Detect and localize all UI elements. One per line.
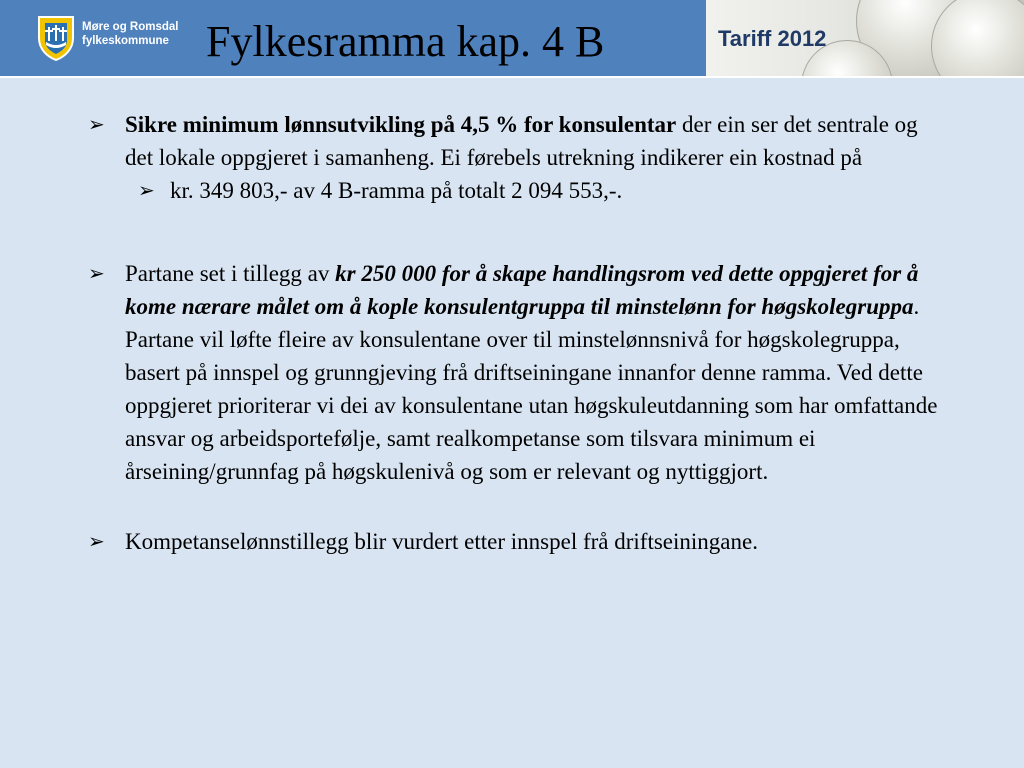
logo-line2: fylkeskommune [82, 35, 169, 47]
bullet-3 [88, 525, 948, 558]
slide-body [88, 108, 948, 558]
logo-line1: Møre og Romsdal [82, 21, 179, 33]
tariff-banner [706, 0, 1024, 76]
bullet-2-text: . Partane vil løfte fleire av konsulentane over til minstelønnsnivå for høgskolegruppa, basert på innspel og grunngjeving frå driftseiningane innanfor denne ramma. Ved dette oppgjeret prioriterar vi dei av konsulentane utan høgskuleutdanning som har omfattande ansvar og arbeidsportefølje, samt realkompetanse som tilsvara minimum ei årseining/grunnfag på høgskulenivå og som er relevant og nyttiggjort. [125, 294, 938, 484]
bullet-2-pre: Partane set i tillegg av [125, 261, 336, 286]
arrow-bullet-icon: ➢ [88, 529, 105, 553]
county-logo [36, 14, 196, 62]
bullet-1-text: der ein ser det sentrale og det lokale oppgjeret i samanheng. Ei førebels utrekning indikerer ein kostnad på [125, 112, 918, 170]
sub-bullet-1-text: kr. 349 803,- av 4 B-ramma på totalt 2 094 553,-. [170, 178, 623, 203]
slide-header [0, 0, 1024, 78]
bullet-2-bold-italic: kr 250 000 for å skape handlingsrom ved dette oppgjeret for å kome nærare målet om å kople konsulentgruppa til minstelønn for høgskolegruppa [125, 261, 919, 319]
sub-bullet-1 [88, 174, 948, 207]
shield-icon [36, 14, 76, 62]
coin-image-2 [931, 0, 1024, 76]
bullet-1 [88, 108, 948, 174]
bullet-1-bold: Sikre minimum lønnsutvikling på 4,5 % for konsulentar [125, 112, 677, 137]
banner-title: Tariff 2012 [718, 26, 827, 51]
arrow-bullet-icon: ➢ [88, 112, 105, 136]
logo-text [82, 20, 178, 48]
arrow-bullet-icon: ➢ [88, 261, 105, 285]
bullet-2 [88, 257, 948, 488]
spacer [88, 488, 948, 525]
page-title: Fylkesramma kap. 4 B [206, 17, 605, 66]
arrow-bullet-icon: ➢ [138, 178, 155, 202]
bullet-3-text: Kompetanselønnstillegg blir vurdert etter innspel frå driftseiningane. [125, 529, 758, 554]
spacer [88, 207, 948, 257]
